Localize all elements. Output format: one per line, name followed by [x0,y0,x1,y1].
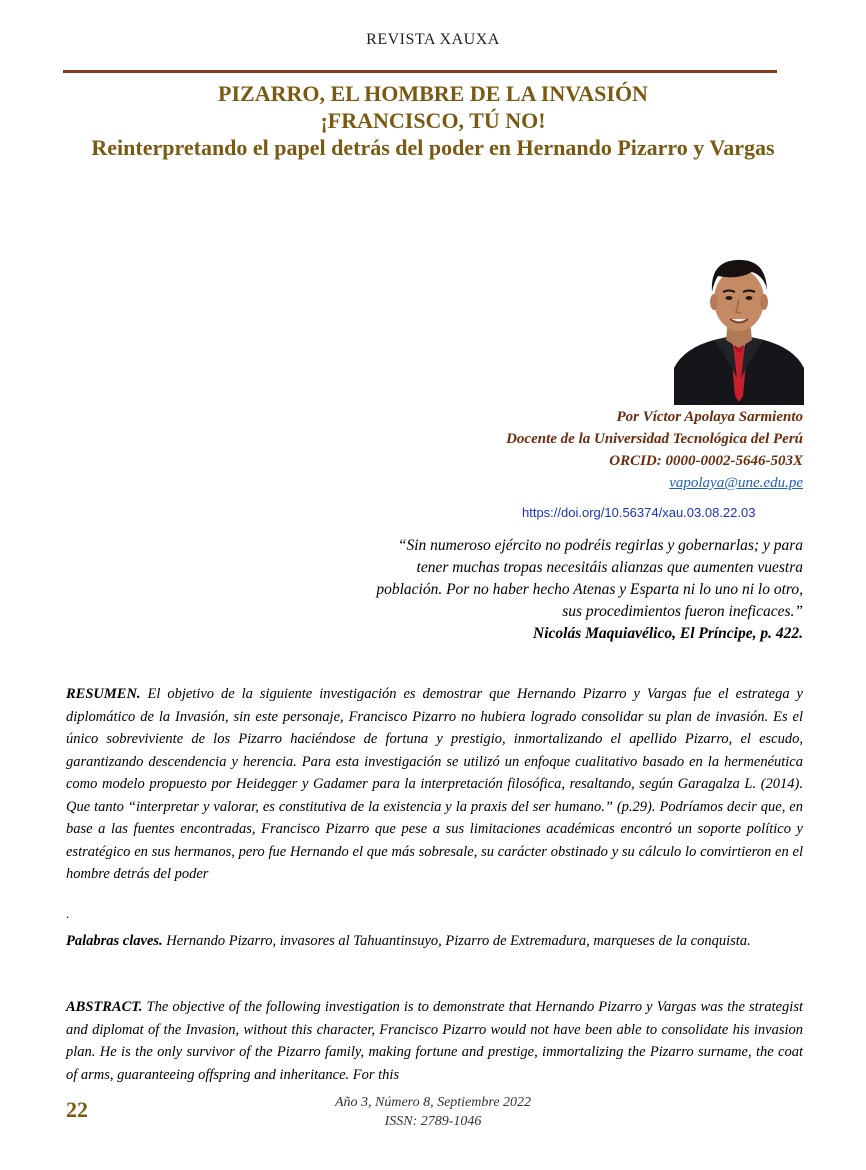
epigraph [363,535,803,645]
page-number: 22 [66,1097,88,1122]
resumen-text: El objetivo de la siguiente investigación es demostrar que Hernando Pizarro y Vargas fue el estratega y diplomático de la Invasión, sin este personaje, Francisco Pizarro no hubiera logrado consolidar su plan de invasión. Es el único sobreviviente de los Pizarro haciéndose de fortuna y prestigio, inmortalizando el apellido Pizarro, el escudo, garantizando descendencia y herencia. Para esta investigación se utilizó un enfoque cualitativo basado en la hermenéutica como modelo propuesto por Heidegger y Gadamer para la interpretación filosófica, resaltando, según Garagalza L. (2014). Que tanto “interpretar y valorar, es constitutiva de la existencia y la praxis del ser humano.” (p.29). Podríamos decir que, en base a las fuentes encontradas, Francisco Pizarro que pese a sus limitaciones académicas encontró un soporte político y estratégico en sus hermanos, pero fue Hernando el que más sobresale, su carácter obstinado y su cálculo lo convirtieron en el hombre detrás del poder [66,686,803,882]
article-title [60,80,806,161]
author-byline: Por Víctor Apolaya Sarmiento [616,409,803,425]
footer-issue: Año 3, Número 8, Septiembre 2022 [334,1095,532,1110]
author-orcid: ORCID: 0000-0002-5646-503X [609,453,803,469]
footer-info [0,1093,866,1131]
epigraph-attribution: Nicolás Maquiavélico, El Príncipe, p. 422. [533,625,803,642]
author-info [283,406,803,494]
resumen-trailing-dot: . [66,906,70,921]
doi-link[interactable]: https://doi.org/10.56374/xau.03.08.22.03 [522,505,756,520]
author-portrait-icon [674,250,804,405]
keywords-label: Palabras claves. [66,933,163,949]
title-line-2: ¡FRANCISCO, TÚ NO! [320,108,546,133]
abstract-text: The objective of the following investigation is to demonstrate that Hernando Pizarro y Vargas was the strategist and diplomat of the Invasion, without this character, Francisco Pizarro would not have been able to consolidate his invasion plan. He is the only survivor of the Pizarro family, making fortune and prestige, immortalizing the Pizarro surname, the coat of arms, guaranteeing offspring and inheritance. For this [66,999,803,1083]
author-affiliation: Docente de la Universidad Tecnológica del Perú [506,431,803,447]
keywords-paragraph [66,930,803,953]
resumen-label: RESUMEN. [66,686,141,702]
portrait-graphic [674,250,804,405]
journal-name: REVISTA XAUXA [366,31,500,48]
keywords-text: Hernando Pizarro, invasores al Tahuantinsuyo, Pizarro de Extremadura, marqueses de la conquista. [162,933,751,949]
header-rule [63,70,777,73]
author-email-link[interactable]: vapolaya@une.edu.pe [669,475,803,491]
abstract-label: ABSTRACT. [66,999,143,1015]
resumen-paragraph [66,683,803,886]
abstract-paragraph [66,996,803,1086]
footer-issn: ISSN: 2789-1046 [384,1114,482,1129]
epigraph-quote: “Sin numeroso ejército no podréis regirlas y gobernarlas; y para tener muchas tropas necesitáis alianzas que aumenten vuestra población. Por no haber hecho Atenas y Esparta ni lo uno ni lo otro, sus procedimientos fueron ineficaces.” [376,537,803,620]
title-line-1: PIZARRO, EL HOMBRE DE LA INVASIÓN [218,81,648,106]
subtitle: Reinterpretando el papel detrás del poder en Hernando Pizarro y Vargas [91,135,775,160]
